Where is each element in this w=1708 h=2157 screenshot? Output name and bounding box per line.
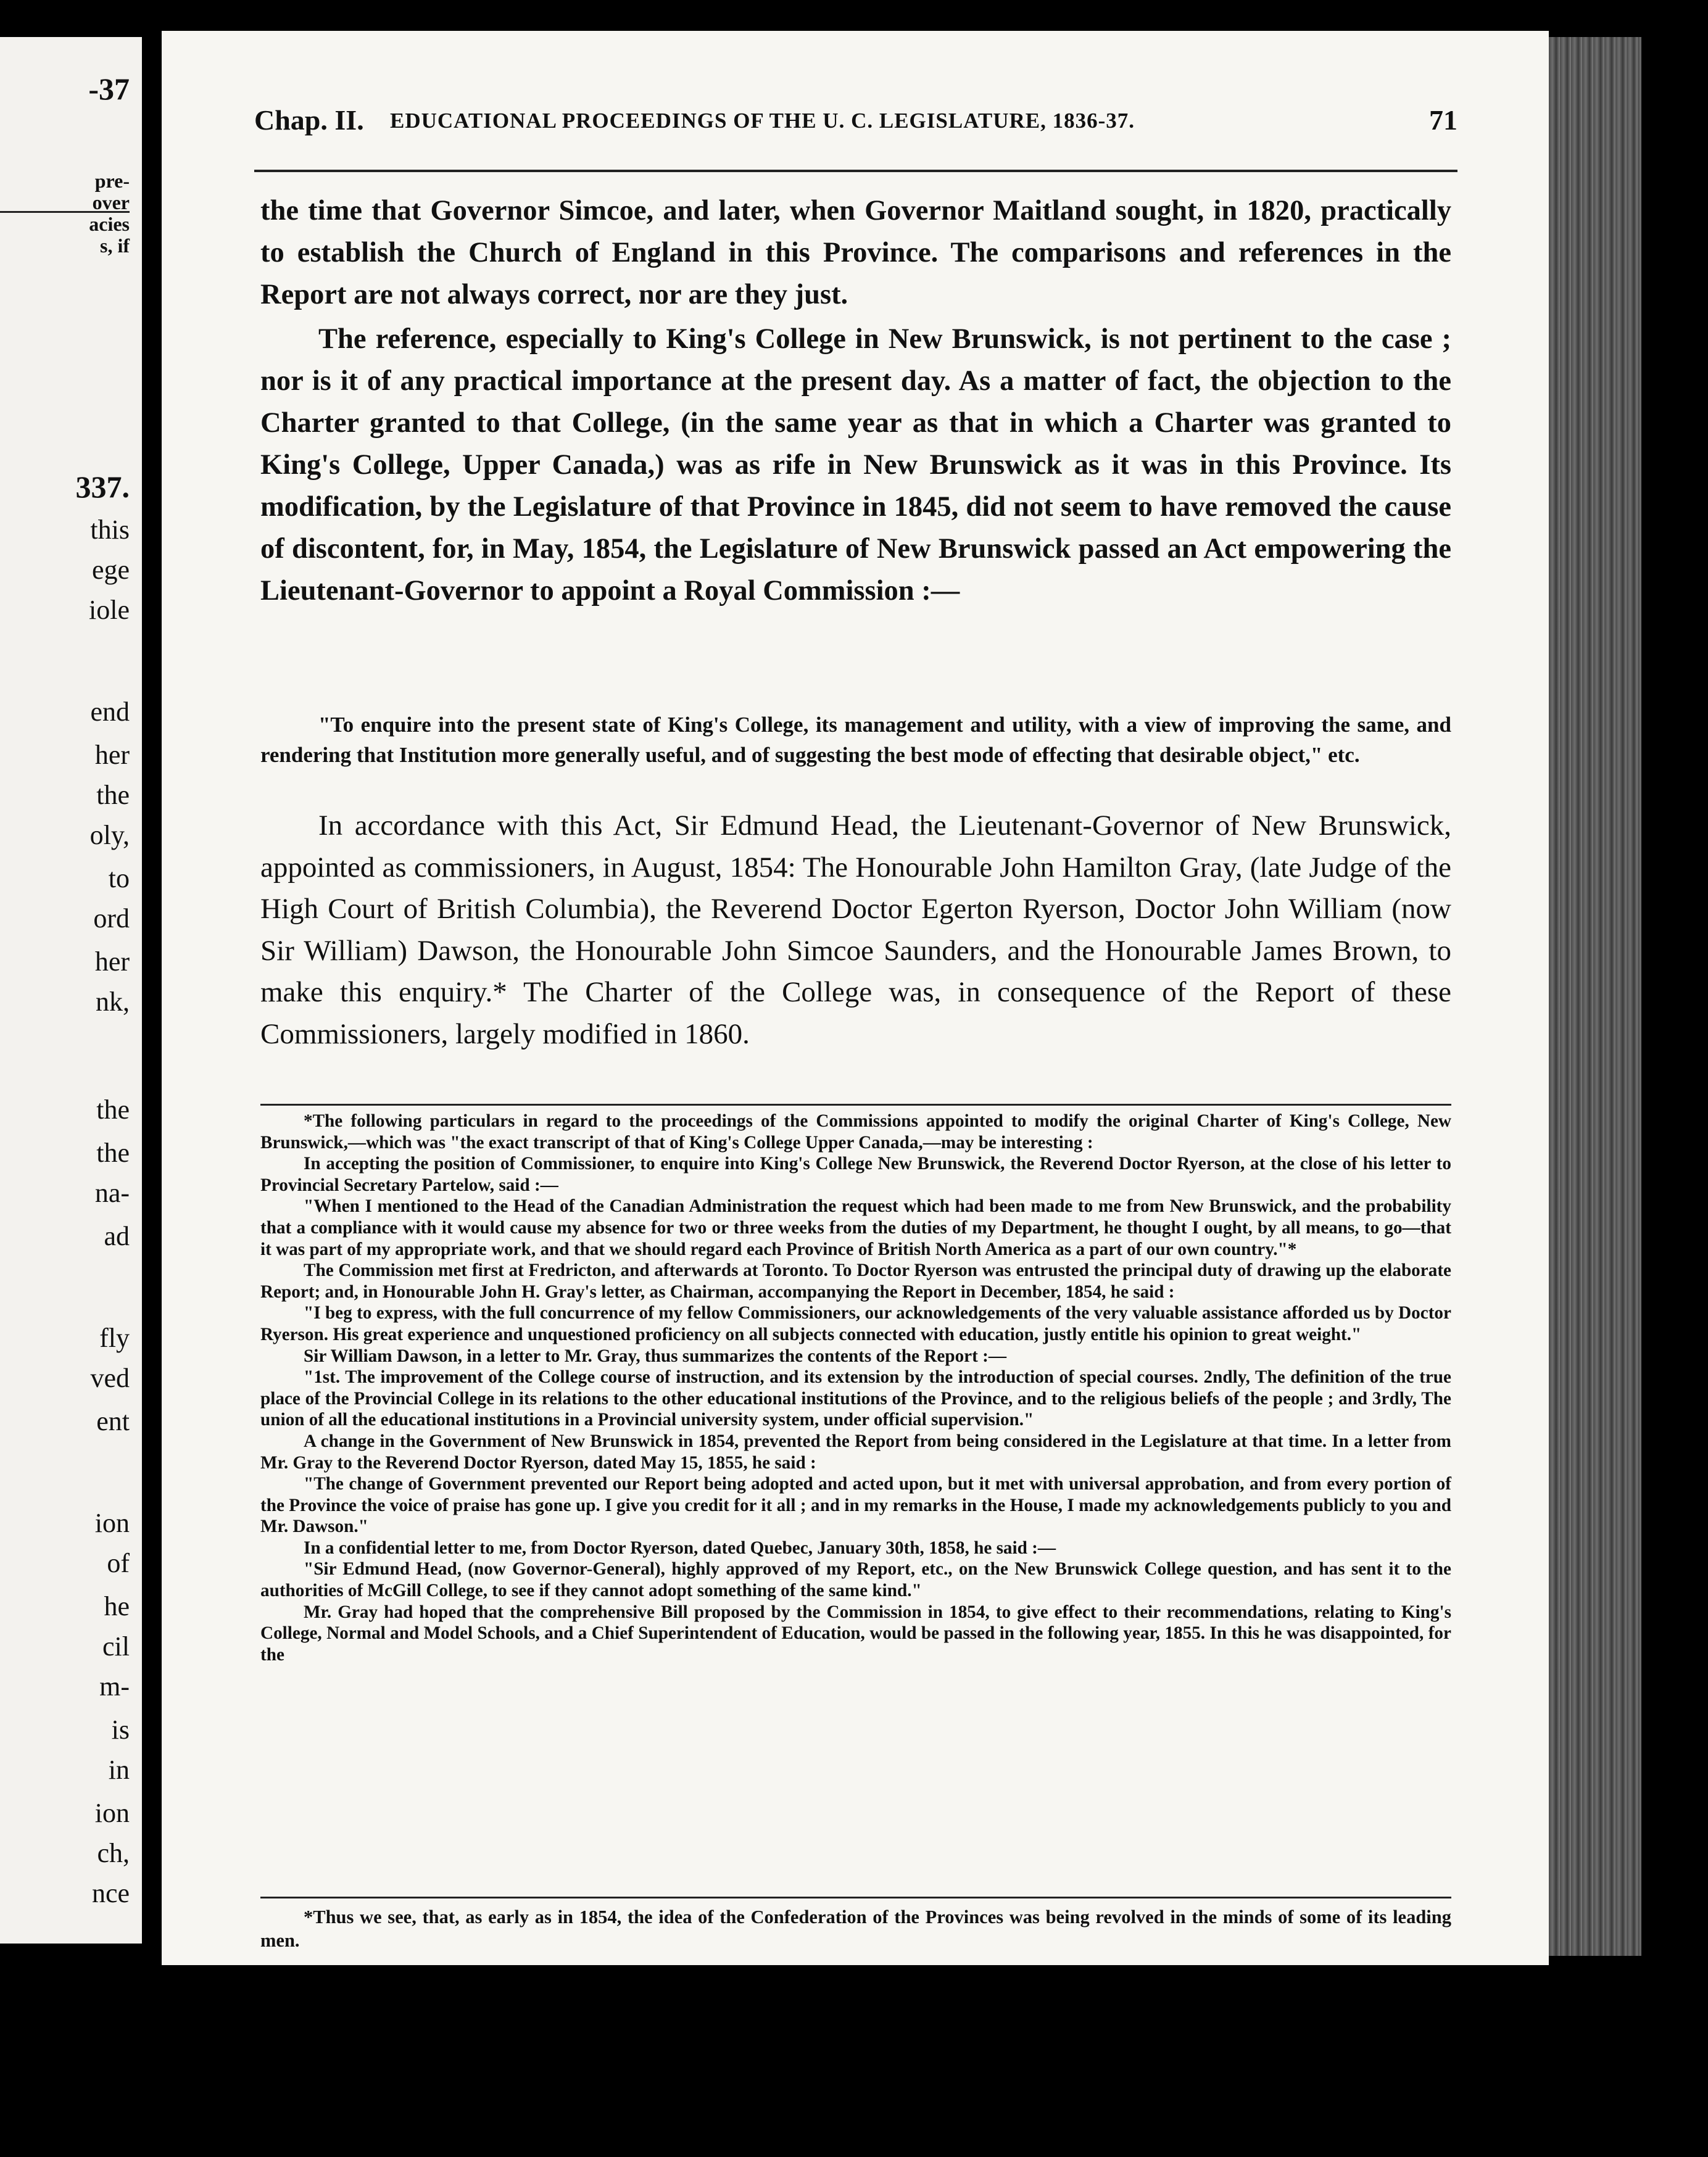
book-page-edges bbox=[1549, 37, 1641, 1956]
left-page-fragment: to bbox=[108, 863, 130, 893]
main-page bbox=[162, 31, 1549, 1965]
left-page-fragment: nce bbox=[91, 1878, 130, 1908]
chapter-label: Chap. II. bbox=[254, 104, 364, 136]
left-page-fragment: -37 bbox=[88, 72, 130, 106]
left-page-fragment: in bbox=[108, 1755, 130, 1785]
running-title: EDUCATIONAL PROCEEDINGS OF THE U. C. LEGISLATURE, 1836-37. bbox=[390, 109, 1135, 133]
left-page-fragment: ion bbox=[94, 1798, 130, 1828]
left-page-fragment: ord bbox=[93, 903, 130, 934]
footnotes bbox=[260, 1111, 1451, 1665]
left-page-fragment: oly, bbox=[89, 820, 130, 850]
left-page-fragment: her bbox=[94, 946, 130, 977]
left-page-fragment: ege bbox=[91, 555, 130, 585]
left-page-fragment: this bbox=[90, 515, 130, 545]
left-page-fragment: nk, bbox=[96, 987, 130, 1017]
bottom-footnote: *Thus we see, that, as early as in 1854, the idea of the Confederation of the Provinces was being revolved in the minds of some of its leading men. bbox=[260, 1907, 1451, 1951]
left-page-fragment: ch, bbox=[97, 1838, 130, 1868]
footnote-paragraph: "Sir Edmund Head, (now Governor-General), highly approved of my Report, etc., on the New Brunswick College question, and has sent it to the authorities of McGill College, to see if they cannot adopt something of the same kind." bbox=[260, 1559, 1451, 1601]
footnote-paragraph: Sir William Dawson, in a letter to Mr. Gray, thus summarizes the contents of the Report :— bbox=[304, 1346, 1007, 1366]
left-page-fragment: cil bbox=[102, 1631, 130, 1662]
paragraph-text: In accordance with this Act, Sir Edmund Head, the Lieutenant-Governor of New Brunswick, appointed as commissioners, in August, 1854: The Honourable John Hamilton Gray, (late Judge of the High Court of British Columbia), the Reverend Doctor Egerton Ryerson, Doctor John William (now Sir William) Dawson, the Honourable John Simcoe Saunders, and the Honourable James Brown, to make this enquiry.* The Charter of the College was, in consequence of the Report of these Commissioners, largely modified in 1860. bbox=[260, 809, 1451, 1050]
left-page-fragment: fly bbox=[99, 1323, 130, 1353]
footnote-rule bbox=[260, 1104, 1451, 1106]
footnote-paragraph: *The following particulars in regard to the proceedings of the Commissions appointed to modify the original Charter of King's College, New Brunswick,—which was "the exact transcript of that of King's College Upper Canada,—may be interesting : bbox=[260, 1111, 1451, 1153]
header-rule bbox=[254, 170, 1457, 172]
paragraph-text: the time that Governor Simcoe, and later, when Governor Maitland sought, in 1820, practically to establish the Church of England in this Province. The comparisons and references in the Report are not always correct, nor are they just. bbox=[260, 195, 1451, 310]
left-page-fragment: end bbox=[90, 697, 130, 727]
left-page-fragment: is bbox=[111, 1715, 130, 1745]
left-page-fragment: the bbox=[96, 1138, 130, 1168]
left-page-fragment: iole bbox=[89, 595, 130, 625]
bottom-note-rule bbox=[260, 1897, 1451, 1898]
page-number: 71 bbox=[1429, 104, 1457, 136]
left-page-fragment: he bbox=[104, 1591, 130, 1621]
left-page-fragment: the bbox=[96, 1095, 130, 1125]
block-quote: "To enquire into the present state of King's College, its management and utility, with a view of improving the same, and rendering that Institution more generally useful, and of suggesting the best mode of effecting that desirable object," etc. bbox=[260, 713, 1451, 767]
paragraph-text: The reference, especially to King's College in New Brunswick, is not pertinent to the case ; nor is it of any practical importance at the present day. As a matter of fact, the objection to the Charter granted to that College, (in the same year as that in which a Charter was granted to King's College, Upper Canada,) was as rife in New Brunswick as it was in this Province. Its modification, by the Legislature of that Province in 1845, did not seem to have removed the cause of discontent, for, in May, 1854, the Legislature of New Brunswick passed an Act empowering the Lieutenant-Governor to appoint a Royal Commission :— bbox=[260, 323, 1451, 607]
footnote-paragraph: "1st. The improvement of the College course of instruction, and its extension by the introduction of special courses. 2ndly, The definition of the true place of the Provincial College in its relations to the other educational institutions of the Province, and to the religious beliefs of the people ; and 3rdly, The union of all the educational institutions in a Provincial university system, under official supervision." bbox=[260, 1367, 1451, 1430]
left-page-fragment: of bbox=[107, 1548, 130, 1578]
body-paragraph-2 bbox=[260, 318, 1451, 612]
footnote-paragraph: Mr. Gray had hoped that the comprehensive Bill proposed by the Commission in 1854, to give effect to their recommendations, relating to King's College, Normal and Model Schools, and a Chief Superintendent of Education, would be passed in the following year, 1855. In this he was disappointed, for the bbox=[260, 1602, 1451, 1665]
left-page-fragment: 337. bbox=[75, 470, 130, 504]
left-page-fragment: ent bbox=[96, 1406, 130, 1436]
running-head bbox=[254, 104, 1457, 147]
footnote-paragraph: The Commission met first at Fredricton, and afterwards at Toronto. To Doctor Ryerson was entrusted the principal duty of drawing up the elaborate Report; and, in Honourable John H. Gray's letter, as Chairman, accompanying the Report in December, 1854, he said : bbox=[260, 1261, 1451, 1302]
footnote-paragraph: In accepting the position of Commissioner, to enquire into King's College New Brunswick, the Reverend Doctor Ryerson, at the close of his letter to Provincial Secretary Partelow, said :— bbox=[260, 1154, 1451, 1195]
left-page-fragment: ved bbox=[90, 1363, 130, 1393]
left-page-fragment: the bbox=[96, 780, 130, 810]
body-paragraph-3 bbox=[260, 805, 1451, 1055]
left-page-fragment: na- bbox=[94, 1178, 130, 1208]
left-page-fragment: ion bbox=[94, 1508, 130, 1538]
left-page-fragment: acies bbox=[89, 213, 130, 235]
left-page-fragment: pre- bbox=[94, 170, 130, 192]
left-page-fragment: her bbox=[94, 740, 130, 770]
footnote-paragraph: "I beg to express, with the full concurrence of my fellow Commissioners, our acknowledgements of the very valuable assistance afforded us by Doctor Ryerson. His great experience and unquestioned proficiency on all subjects connected with education, justly entitle his opinion to great weight." bbox=[260, 1303, 1451, 1344]
footnote-paragraph: "The change of Government prevented our Report being adopted and acted upon, but it met with universal approbation, and from every portion of the Province the voice of praise has gone up. I give you credit for it all ; and in my remarks in the House, I made my acknowledgements publicly to you and Mr. Dawson." bbox=[260, 1474, 1451, 1537]
left-page-fragment: ad bbox=[104, 1221, 130, 1251]
left-facing-page bbox=[0, 37, 142, 1944]
footnote-paragraph: In a confidential letter to me, from Doctor Ryerson, dated Quebec, January 30th, 1858, he said :— bbox=[304, 1538, 1056, 1558]
left-page-fragment: over bbox=[92, 191, 130, 213]
body-paragraph-1 bbox=[260, 190, 1451, 316]
left-page-fragment: m- bbox=[99, 1671, 130, 1702]
left-page-fragment: s, if bbox=[100, 234, 130, 257]
footnote-paragraph: "When I mentioned to the Head of the Canadian Administration the request which had been made to me from New Brunswick, and the probability that a compliance with it would cause my absence for two or three weeks from the duties of my Department, he thought I ought, by all means, to go—that it was part of my appropriate work, and that we should regard each Province of British North America as a part of our own country."* bbox=[260, 1196, 1451, 1259]
footnote-paragraph: A change in the Government of New Brunswick in 1854, prevented the Report from being considered in the Legislature at that time. In a letter from Mr. Gray to the Reverend Doctor Ryerson, dated May 15, 1855, he said : bbox=[260, 1431, 1451, 1473]
